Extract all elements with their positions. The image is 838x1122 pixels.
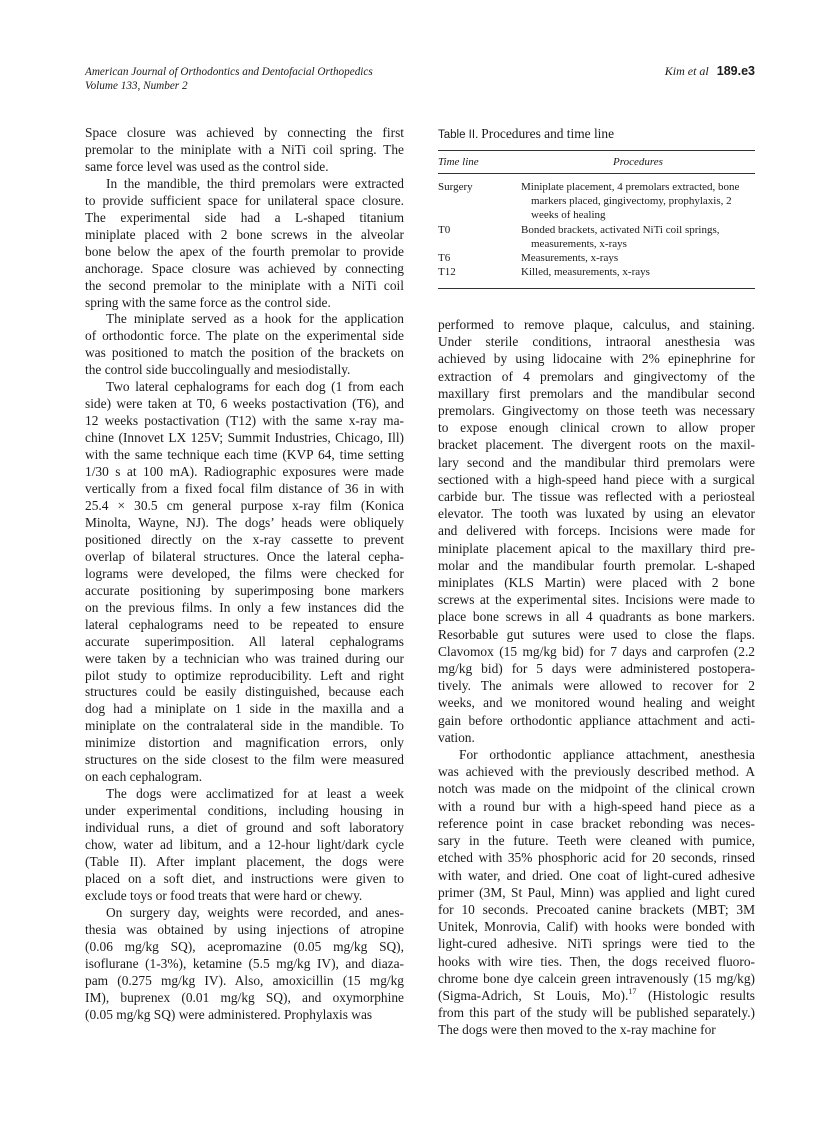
text-line: Resorbable gut sutures were used to close the flaps. [438, 626, 755, 642]
text-line: IM), buprenex (0.01 mg/kg SQ), and oxymorphine [85, 989, 404, 1005]
text-line: of orthodontic force. The plate on the experimental side [85, 328, 404, 344]
cell-procedures [521, 223, 755, 251]
procedure-line: Miniplate placement, 4 premolars extracted, bone [521, 181, 740, 193]
text-line: placed on a soft diet, and instructions were given to [85, 870, 404, 886]
text-line: 12 weeks postactivation (T12) with the same x-ray ma- [85, 413, 404, 429]
text-line: structures on the side closest to the film were measured [85, 752, 404, 768]
text-line: etched with 35% phosphoric acid for 20 seconds, rinsed [438, 850, 755, 866]
procedure-line: markers placed, gingivectomy, prophylaxis, 2 [531, 195, 732, 208]
cell-procedures [521, 251, 755, 265]
text-line: performed to remove plaque, calculus, and staining. [438, 317, 755, 332]
text-line: and delivered with forceps. Incisions were made for [438, 523, 755, 539]
table-row [438, 223, 755, 251]
paragraph [85, 176, 404, 312]
cell-time-line: T0 [438, 223, 451, 236]
text-line: achieved by using lidocaine with 2% epinephrine for [438, 351, 755, 367]
text-line: thesia was obtained by using injections of atropine [85, 921, 404, 937]
cell-procedures [521, 265, 755, 279]
text-line: lograms were developed, the films were checked for [85, 565, 404, 581]
text-line: screws at the experimental sites. Incisions were made to [438, 592, 755, 608]
left-column [85, 125, 404, 1024]
text-line: vation. [438, 729, 475, 745]
text-line: place bone screws in all 4 quadrants as bone markers. [438, 609, 755, 625]
text-line: weeks, and we monitored wound healing and weight [438, 695, 755, 711]
text-line: with water, and dried. One coat of light-cured adhesive [438, 867, 755, 883]
text-line: On surgery day, weights were recorded, and anes- [106, 904, 404, 920]
table-procedures-timeline [438, 125, 755, 289]
table-caption [438, 125, 755, 144]
cell-time-line: Surgery [438, 181, 473, 193]
cell-time-line: T6 [438, 252, 451, 265]
text-line: structures could be easily distinguished, because each [85, 684, 404, 700]
text-line: to expose enough clinical crown to allow proper [438, 420, 755, 436]
text-line: Space closure was achieved by connecting the first [85, 125, 404, 140]
text-line: The dogs were acclimatized for at least a week [106, 786, 404, 802]
table-row [438, 180, 755, 223]
cell-time-line: T12 [438, 266, 456, 279]
text-line: pilot study to optimize reproducibility. Left and right [85, 667, 404, 683]
text-line: The experimental side had a L-shaped titanium [85, 209, 404, 225]
text-line: In the mandible, the third premolars were extracted [106, 175, 404, 191]
text-line: dog had a miniplate on 1 side in the maxilla and a [85, 701, 404, 717]
table-label: Table II. [438, 129, 479, 141]
text-line: mg/kg bid) for 5 days were administered postopera- [438, 661, 755, 677]
text-line: 25.4 × 30.5 cm general purpose x-ray film (Konica [85, 497, 404, 513]
authors: Kim et al [664, 64, 709, 78]
text-line: minimize distortion and magnification errors, only [85, 735, 404, 751]
text-line: light-cured adhesive. NiTi springs were tied to the [438, 936, 755, 952]
text-line: chine (Innovet LX 125V; Summit Industries, Chicago, Ill) [85, 430, 404, 446]
text-line: the second premolar to the miniplate with a NiTi coil [85, 277, 404, 293]
text-line: were taken by a technician who was trained during our [85, 650, 404, 666]
text-line: for 10 seconds. Precoated canine brackets (MBT; 3M [438, 901, 755, 917]
procedure-line: Measurements, x-rays [521, 252, 619, 265]
text-line: anchorage. Space closure was achieved by connecting [85, 260, 404, 276]
table-body [438, 174, 755, 288]
text-line: premolars. Gingivectomy on those teeth was necessary [438, 403, 755, 419]
text-line: maxillary first premolars and the mandibular second [438, 385, 755, 401]
paragraph [438, 316, 755, 746]
procedure-line: measurements, x-rays [531, 237, 627, 250]
text-line: on the previous films. In only a few instances did the [85, 599, 404, 615]
journal-volume: Volume 133, Number 2 [85, 80, 188, 92]
paragraph [85, 125, 404, 176]
table-row [438, 265, 755, 279]
text-line: Minolta, Wayne, NJ). The dogs’ heads were obliquely [85, 514, 404, 530]
text-line: elevator. The tooth was luxated by using an elevator [438, 506, 755, 522]
text-line: chow, water ad libitum, and a 12-hour light/dark cycle [85, 837, 404, 853]
text-line: to provide sufficient space for unilateral space closure. [85, 192, 404, 208]
text-line: carbide bur. The tissue was reflected with a periosteal [438, 489, 755, 505]
table-header-row [438, 151, 755, 173]
running-header-left [85, 65, 373, 93]
text-line: (0.06 mg/kg SQ), acepromazine (0.05 mg/kg SQ), [85, 938, 404, 954]
text-line: sectioned with a high-speed hand piece with a surgical [438, 471, 755, 487]
paragraph [438, 746, 755, 1038]
text-line: individual runs, a diet of ground and soft laboratory [85, 820, 404, 836]
text-line: (Sigma-Adrich, St Louis, Mo).$^{17}$ (Histologic results [438, 986, 755, 1003]
journal-title: American Journal of Orthodontics and Dentofacial Orthopedics [85, 66, 373, 78]
text-line: extraction of 4 premolars and gingivectomy of the [438, 368, 755, 384]
cell-procedures [521, 180, 755, 223]
text-line: miniplate placement apical to the maxillary third pre- [438, 540, 755, 556]
text-line: accurate positioning by superimposing bone markers [85, 582, 404, 598]
paragraph [85, 905, 404, 1024]
text-line: The miniplate served as a hook for the application [106, 311, 404, 327]
procedure-line: Bonded brackets, activated NiTi coil springs, [521, 223, 720, 236]
text-line: vertically from a fixed focal film distance of 36 in with [85, 481, 404, 497]
text-line: notch was made on the midpoint of the clinical crown [438, 781, 755, 797]
text-line: pam (0.275 mg/kg IV). Also, amoxicillin (15 mg/kg [85, 972, 404, 988]
text-line: (Table II). After implant placement, the dogs were [85, 853, 404, 869]
text-line: For orthodontic appliance attachment, anesthesia [459, 747, 755, 763]
text-line: the control side buccolingually and mesiodistally. [85, 362, 351, 378]
text-line: reference point in case bracket rebonding was neces- [438, 815, 755, 831]
text-line: bracket placement. The divergent roots on the maxil- [438, 437, 755, 453]
text-line: lateral cephalograms need to be repeated to ensure [85, 616, 404, 632]
text-line: premolar to the miniplate with a NiTi coil spring. The [85, 141, 404, 157]
text-line: sary in the future. Teeth were cleaned with pumice, [438, 833, 755, 849]
text-line: Under sterile conditions, intraoral anesthesia was [438, 334, 755, 350]
text-line: The dogs were then moved to the x-ray machine for [438, 1022, 716, 1038]
right-column [438, 316, 755, 1039]
column-header-time-line: Time line [438, 156, 479, 168]
citation-superscript: 17 [628, 986, 637, 996]
text-line: miniplates (KLS Martin) were placed with 2 bone [438, 575, 755, 591]
text-line: hooks with wire ties. Then, the dogs received fluoro- [438, 953, 755, 969]
text-line: was positioned to match the position of the brackets on [85, 345, 404, 361]
text-line: chrome bone dye calcein green intravenously (15 mg/kg) [438, 970, 755, 986]
running-header-right [665, 64, 755, 78]
text-line: molar and the mandibular fourth premolar. L-shaped [438, 557, 755, 573]
page-number: 189.e3 [716, 64, 755, 78]
text-line: gain before orthodontic appliance attachment and acti- [438, 712, 755, 728]
procedure-line: weeks of healing [531, 209, 606, 222]
text-line: overlap of bilateral structures. Once the lateral cepha- [85, 548, 404, 564]
text-line: accurate superimposition. All lateral cephalograms [85, 633, 404, 649]
text-line: from this part of the study will be published separately.) [438, 1005, 755, 1021]
text-line: on each cephalogram. [85, 769, 203, 785]
paragraph [85, 379, 404, 786]
text-line: miniplate placed with 2 bone screws in the alveolar [85, 226, 404, 242]
text-line: Two lateral cephalograms for each dog (1 from each [106, 379, 404, 395]
text-line: positioned directly on the x-ray cassette to prevent [85, 531, 404, 547]
text-line: side) were taken at T0, 6 weeks postactivation (T6), and [85, 396, 404, 412]
text-line: isoflurane (1-3%), ketamine (5.5 mg/kg IV), and diaza- [85, 955, 404, 971]
text-line: spring with the same force as the control side. [85, 294, 331, 310]
text-line: with a round bur with a high-speed hand piece as a [438, 798, 755, 814]
table-row [438, 251, 755, 265]
text-line: miniplate on the contralateral side in the mandible. To [85, 718, 404, 734]
text-line: lary second and the mandibular third premolars were [438, 454, 755, 470]
text-line: Unitek, Monrovia, Calif) with hooks were bonded with [438, 919, 755, 935]
text-line: Clavomox (15 mg/kg bid) for 7 days and carprofen (2.2 [438, 643, 755, 659]
table-bottom-rule [438, 288, 755, 289]
text-line: tively. The animals were allowed to recover for 2 [438, 678, 755, 694]
text-line: bone below the apex of the fourth premolar to provide [85, 243, 404, 259]
paragraph [85, 786, 404, 905]
text-line: with the same technique each time (KVP 64, time setting [85, 447, 404, 463]
text-line: (0.05 mg/kg SQ) were administered. Prophylaxis was [85, 1006, 373, 1022]
procedure-line: Killed, measurements, x-rays [521, 266, 650, 279]
text-line: same force level was used as the control side. [85, 158, 329, 174]
text-line: 1/30 s at 100 mA). Radiographic exposures were made [85, 464, 404, 480]
text-line: primer (3M, St Paul, Minn) was applied and light cured [438, 884, 755, 900]
column-header-procedures: Procedures [613, 156, 663, 168]
text-line: exclude toys or food treats that were hard or chewy. [85, 887, 363, 903]
table-title: Procedures and time line [481, 126, 615, 141]
text-line: under experimental conditions, including housing in [85, 803, 404, 819]
paragraph [85, 311, 404, 379]
text-line: was achieved with the previously described method. A [438, 764, 755, 780]
